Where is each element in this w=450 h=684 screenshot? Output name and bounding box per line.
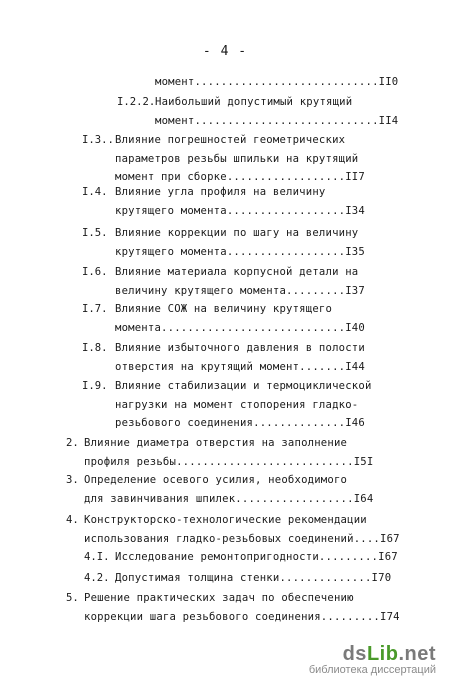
toc-entry-line: Влияние материала корпусной детали на bbox=[115, 266, 359, 278]
toc-entry-line: Влияние избыточного давления в полости bbox=[115, 342, 365, 354]
toc-entry-line: крутящего момента..................I34 bbox=[115, 204, 365, 217]
toc-entry-line: Влияние коррекции по шагу на величину bbox=[115, 227, 359, 239]
toc-entry-line: Влияние стабилизации и термоциклической bbox=[115, 380, 372, 392]
toc-entry-number: I.3.. bbox=[82, 134, 114, 146]
toc-entry-number: 5. bbox=[66, 592, 79, 604]
toc-entry-number: 3. bbox=[66, 474, 79, 486]
toc-entry-number: I.9. bbox=[82, 380, 108, 392]
toc-entry-number: I.4. bbox=[82, 186, 108, 198]
toc-entry-number: I.2.2. bbox=[117, 96, 156, 108]
toc-entry-number: I.5. bbox=[82, 227, 108, 239]
toc-entry-number: 4.2. bbox=[84, 572, 110, 584]
toc-entry-number: I.8. bbox=[82, 342, 108, 354]
toc-entry-line: Определение осевого усилия, необходимого bbox=[84, 474, 348, 486]
toc-entry-number: 2. bbox=[66, 437, 79, 449]
toc-entry-line: момент............................II0 bbox=[155, 76, 399, 88]
toc-entry-line: нагрузки на момент стопорения гладко- bbox=[115, 398, 359, 411]
watermark-logo: dsLib.net bbox=[342, 643, 436, 665]
watermark-subtitle: библиотека диссертаций bbox=[308, 664, 436, 676]
toc-entry-number: I.6. bbox=[82, 266, 108, 278]
toc-entry-line: Исследование ремонтопригодности.........I67 bbox=[115, 551, 398, 563]
toc-entry-number: 4. bbox=[66, 514, 79, 526]
page-number: - 4 - bbox=[202, 44, 248, 59]
toc-entry-line: параметров резьбы шпильки на крутящий bbox=[115, 152, 359, 165]
toc-entry-line: Влияние угла профиля на величину bbox=[115, 186, 326, 198]
toc-entry-line: крутящего момента..................I35 bbox=[115, 245, 365, 258]
toc-entry-line: Влияние СОЖ на величину крутящего bbox=[115, 303, 333, 315]
watermark bbox=[309, 643, 436, 676]
toc-entry-line: профиля резьбы...........................I5I bbox=[84, 455, 374, 468]
toc-entry-line: Решение практических задач по обеспечению bbox=[84, 592, 354, 604]
toc-entry-line: момент при сборке..................II7 bbox=[115, 171, 365, 183]
toc-entry-line: Влияние погрешностей геометрических bbox=[115, 134, 346, 146]
toc-entry-line: Конструкторско-технологические рекомендации bbox=[84, 514, 367, 526]
toc-entry-line: Наибольший допустимый крутящий bbox=[155, 96, 353, 108]
toc-entry-line: отверстия на крутящий момент.......I44 bbox=[115, 360, 365, 373]
toc-entry-number: I.7. bbox=[82, 303, 108, 315]
toc-entry-line: момент............................II4 bbox=[155, 114, 399, 127]
toc-entry-line: использования гладко-резьбовых соединений....I67 bbox=[84, 532, 400, 545]
toc-entry-line: момента............................I40 bbox=[115, 321, 365, 334]
toc-entry-line: Допустимая толщина стенки..............I70 bbox=[115, 572, 392, 584]
toc-entry-line: Влияние диаметра отверстия на заполнение bbox=[84, 437, 348, 449]
toc-entry-line: величину крутящего момента.........I37 bbox=[115, 284, 365, 297]
toc-entry-line: резьбового соединения..............I46 bbox=[115, 417, 365, 429]
toc-entry-number: 4.I. bbox=[84, 551, 110, 563]
toc-entry-line: коррекции шага резьбового соединения.........I74 bbox=[84, 610, 400, 623]
toc-entry-line: для завинчивания шпилек..................I64 bbox=[84, 492, 374, 505]
